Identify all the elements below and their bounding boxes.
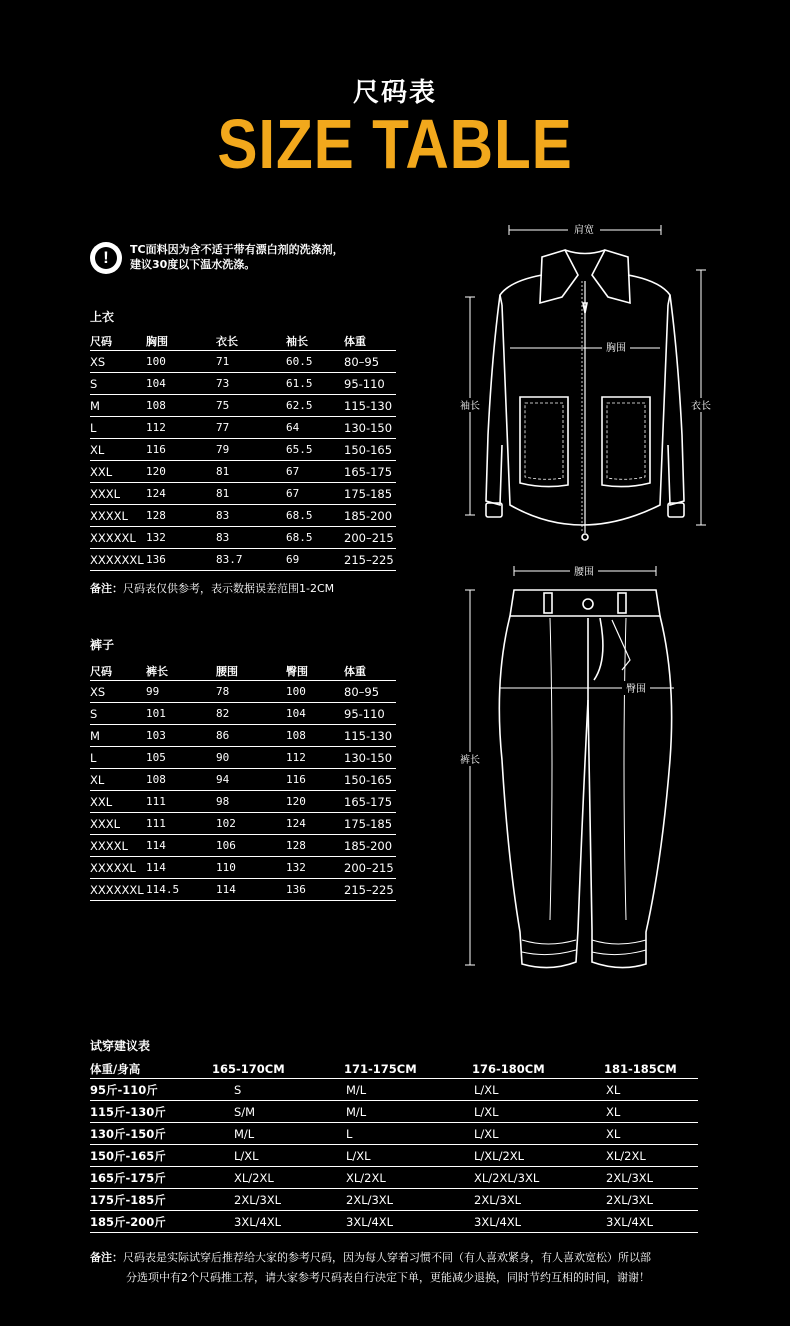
- table-cell: 81: [216, 461, 286, 483]
- table-cell: 98: [216, 791, 286, 813]
- table-cell: 64: [286, 417, 344, 439]
- table-row: [90, 351, 396, 373]
- table-cell: 80–95: [344, 351, 396, 373]
- table-cell: 115-130: [344, 725, 396, 747]
- column-header: 171-175CM: [344, 1060, 472, 1079]
- column-header: 体重/身高: [90, 1060, 212, 1079]
- length-label: 衣长: [691, 401, 711, 412]
- exclamation-icon: !: [90, 242, 122, 274]
- table-cell: 200–215: [344, 857, 396, 879]
- column-header: 腰围: [216, 662, 286, 681]
- fit-remark-label: 备注：: [90, 1251, 123, 1264]
- table-cell: 120: [146, 461, 216, 483]
- column-header: 袖长: [286, 332, 344, 351]
- table-cell: 120: [286, 791, 344, 813]
- table-cell: 83: [216, 505, 286, 527]
- table-cell: 104: [146, 373, 216, 395]
- table-cell: 2XL/3XL: [344, 1189, 472, 1211]
- table-cell: 116: [146, 439, 216, 461]
- table-cell: 150-165: [344, 439, 396, 461]
- table-cell: 3XL/4XL: [212, 1211, 344, 1233]
- table-cell: 82: [216, 703, 286, 725]
- table-cell: XXXXXL: [90, 527, 146, 549]
- table-row: [90, 835, 396, 857]
- column-header: 176-180CM: [472, 1060, 604, 1079]
- notice-line-2: 建议30度以下温水洗涤。: [130, 258, 256, 271]
- table-row: [90, 747, 396, 769]
- page-title-cn: 尺码表: [352, 78, 437, 108]
- table-cell: 165-175: [344, 791, 396, 813]
- table-cell: 116: [286, 769, 344, 791]
- table-cell: 68.5: [286, 505, 344, 527]
- top-remark: [90, 580, 334, 596]
- table-cell: 185-200: [344, 505, 396, 527]
- table-cell: 86: [216, 725, 286, 747]
- table-cell: 100: [146, 351, 216, 373]
- table-cell: 114.5: [146, 879, 216, 901]
- table-cell: 90: [216, 747, 286, 769]
- table-cell: XXXXXXL: [90, 549, 146, 571]
- table-row: [90, 461, 396, 483]
- table-cell: 106: [216, 835, 286, 857]
- table-cell: 77: [216, 417, 286, 439]
- table-header-row: [90, 332, 396, 351]
- table-cell: 105: [146, 747, 216, 769]
- table-cell: 175斤-185斤: [90, 1189, 212, 1211]
- table-cell: 62.5: [286, 395, 344, 417]
- column-header: 181-185CM: [604, 1060, 698, 1079]
- table-cell: 165-175: [344, 461, 396, 483]
- table-cell: L: [90, 747, 146, 769]
- table-row: [90, 439, 396, 461]
- table-cell: XL: [604, 1079, 698, 1101]
- table-row: [90, 1189, 698, 1211]
- table-cell: L/XL: [212, 1145, 344, 1167]
- table-cell: 80–95: [344, 681, 396, 703]
- table-cell: 112: [146, 417, 216, 439]
- table-cell: 3XL/4XL: [604, 1211, 698, 1233]
- fit-remark-line-2: 分选项中有2个尺码推工荐，请大家参考尺码表自行决定下单，更能减少退换，同时节约互相的时间，谢谢！: [126, 1271, 650, 1284]
- table-cell: 111: [146, 791, 216, 813]
- table-cell: 75: [216, 395, 286, 417]
- table-row: [90, 417, 396, 439]
- column-header: 裤长: [146, 662, 216, 681]
- table-cell: XL/2XL/3XL: [472, 1167, 604, 1189]
- table-cell: 128: [146, 505, 216, 527]
- table-row: [90, 681, 396, 703]
- table-cell: M/L: [344, 1079, 472, 1101]
- table-row: [90, 395, 396, 417]
- table-cell: 101: [146, 703, 216, 725]
- table-cell: 128: [286, 835, 344, 857]
- table-cell: 215–225: [344, 549, 396, 571]
- table-cell: 3XL/4XL: [472, 1211, 604, 1233]
- table-cell: 114: [146, 857, 216, 879]
- table-header-row: [90, 662, 396, 681]
- table-cell: 136: [286, 879, 344, 901]
- fit-remark-line-1: 尺码表是实际试穿后推荐给大家的参考尺码，因为每人穿着习惯不同（有人喜欢紧身，有人喜欢宽松）所以部: [123, 1251, 651, 1264]
- table-cell: L: [90, 417, 146, 439]
- table-cell: 73: [216, 373, 286, 395]
- table-row: [90, 373, 396, 395]
- table-cell: M: [90, 395, 146, 417]
- hip-label: 臀围: [626, 684, 646, 695]
- column-header: 衣长: [216, 332, 286, 351]
- table-row: [90, 1211, 698, 1233]
- table-cell: XL/2XL: [344, 1167, 472, 1189]
- table-cell: 100: [286, 681, 344, 703]
- table-cell: L/XL: [472, 1079, 604, 1101]
- page-title-en: SIZE TABLE: [217, 105, 573, 183]
- table-row: [90, 1101, 698, 1123]
- table-row: [90, 1123, 698, 1145]
- table-cell: 130-150: [344, 747, 396, 769]
- table-row: [90, 725, 396, 747]
- waist-label: 腰围: [574, 567, 594, 578]
- wash-notice: [90, 240, 380, 280]
- table-cell: 115斤-130斤: [90, 1101, 212, 1123]
- column-header: 尺码: [90, 332, 146, 351]
- table-row: [90, 483, 396, 505]
- table-cell: 60.5: [286, 351, 344, 373]
- table-cell: S: [90, 703, 146, 725]
- table-cell: 108: [146, 769, 216, 791]
- table-cell: XXXL: [90, 813, 146, 835]
- sleeve-label: 袖长: [460, 401, 480, 412]
- table-cell: 112: [286, 747, 344, 769]
- table-cell: XXXXXL: [90, 857, 146, 879]
- table-cell: M/L: [344, 1101, 472, 1123]
- table-cell: 110: [216, 857, 286, 879]
- pants-size-table: [90, 662, 396, 901]
- remark-text: 尺码表仅供参考，表示数据误差范围1-2CM: [123, 582, 335, 595]
- notice-text: [130, 242, 344, 272]
- column-header: 胸围: [146, 332, 216, 351]
- table-cell: XL: [90, 769, 146, 791]
- table-cell: 132: [146, 527, 216, 549]
- table-cell: 65.5: [286, 439, 344, 461]
- table-cell: 95-110: [344, 703, 396, 725]
- jacket-diagram: [450, 215, 720, 550]
- table-cell: 67: [286, 461, 344, 483]
- table-row: [90, 703, 396, 725]
- column-header: 臀围: [286, 662, 344, 681]
- table-cell: XXL: [90, 461, 146, 483]
- table-row: [90, 505, 396, 527]
- table-cell: XL/2XL: [604, 1145, 698, 1167]
- fit-remark: [90, 1248, 710, 1288]
- table-cell: M: [90, 725, 146, 747]
- table-cell: 104: [286, 703, 344, 725]
- table-cell: 2XL/3XL: [472, 1189, 604, 1211]
- table-cell: M/L: [212, 1123, 344, 1145]
- table-cell: 99: [146, 681, 216, 703]
- table-cell: 67: [286, 483, 344, 505]
- table-row: [90, 769, 396, 791]
- fit-table: [90, 1060, 698, 1233]
- table-cell: L/XL/2XL: [472, 1145, 604, 1167]
- table-cell: XL: [604, 1123, 698, 1145]
- table-row: [90, 857, 396, 879]
- table-cell: XXXL: [90, 483, 146, 505]
- table-row: [90, 813, 396, 835]
- table-cell: 102: [216, 813, 286, 835]
- table-cell: 3XL/4XL: [344, 1211, 472, 1233]
- table-cell: L: [344, 1123, 472, 1145]
- table-cell: 175-185: [344, 483, 396, 505]
- table-cell: 2XL/3XL: [212, 1189, 344, 1211]
- pants-section-label: 裤子: [90, 638, 115, 652]
- table-cell: XL: [90, 439, 146, 461]
- table-cell: 165斤-175斤: [90, 1167, 212, 1189]
- table-header-row: [90, 1060, 698, 1079]
- table-cell: 114: [146, 835, 216, 857]
- table-cell: 215–225: [344, 879, 396, 901]
- table-cell: 111: [146, 813, 216, 835]
- table-cell: 61.5: [286, 373, 344, 395]
- table-cell: 81: [216, 483, 286, 505]
- table-row: [90, 1145, 698, 1167]
- table-row: [90, 791, 396, 813]
- table-cell: 150-165: [344, 769, 396, 791]
- table-cell: 2XL/3XL: [604, 1167, 698, 1189]
- top-size-table: [90, 332, 396, 571]
- table-cell: S/M: [212, 1101, 344, 1123]
- table-cell: XS: [90, 681, 146, 703]
- table-cell: XL: [604, 1101, 698, 1123]
- table-cell: 175-185: [344, 813, 396, 835]
- table-cell: 108: [286, 725, 344, 747]
- table-cell: 78: [216, 681, 286, 703]
- table-cell: 130斤-150斤: [90, 1123, 212, 1145]
- table-cell: XXXXL: [90, 505, 146, 527]
- table-row: [90, 1079, 698, 1101]
- table-cell: L/XL: [344, 1145, 472, 1167]
- table-cell: L/XL: [472, 1101, 604, 1123]
- table-cell: S: [212, 1079, 344, 1101]
- chest-label: 胸围: [606, 343, 626, 354]
- table-cell: 114: [216, 879, 286, 901]
- table-cell: 124: [286, 813, 344, 835]
- shoulder-label: 肩宽: [574, 225, 594, 236]
- table-cell: 115-130: [344, 395, 396, 417]
- top-section-label: 上衣: [90, 310, 115, 324]
- table-cell: 79: [216, 439, 286, 461]
- notice-line-1: TC面料因为含不适于带有漂白剂的洗涤剂，: [130, 243, 344, 256]
- table-cell: 2XL/3XL: [604, 1189, 698, 1211]
- table-cell: 124: [146, 483, 216, 505]
- table-cell: XL/2XL: [212, 1167, 344, 1189]
- table-cell: 108: [146, 395, 216, 417]
- table-cell: 94: [216, 769, 286, 791]
- table-cell: XS: [90, 351, 146, 373]
- table-cell: XXXXXXL: [90, 879, 146, 901]
- table-cell: 69: [286, 549, 344, 571]
- table-cell: XXXXL: [90, 835, 146, 857]
- remark-label: 备注：: [90, 582, 123, 595]
- table-cell: S: [90, 373, 146, 395]
- fit-section-label: 试穿建议表: [90, 1039, 151, 1053]
- table-row: [90, 527, 396, 549]
- table-cell: 136: [146, 549, 216, 571]
- table-cell: 130-150: [344, 417, 396, 439]
- table-row: [90, 879, 396, 901]
- table-cell: XXL: [90, 791, 146, 813]
- table-row: [90, 549, 396, 571]
- table-cell: 132: [286, 857, 344, 879]
- table-cell: 150斤-165斤: [90, 1145, 212, 1167]
- column-header: 体重: [344, 332, 396, 351]
- column-header: 165-170CM: [212, 1060, 344, 1079]
- table-cell: 185斤-200斤: [90, 1211, 212, 1233]
- table-cell: 95-110: [344, 373, 396, 395]
- table-cell: L/XL: [472, 1123, 604, 1145]
- table-cell: 103: [146, 725, 216, 747]
- table-cell: 95斤-110斤: [90, 1079, 212, 1101]
- table-cell: 71: [216, 351, 286, 373]
- column-header: 尺码: [90, 662, 146, 681]
- pants-diagram: [450, 560, 720, 980]
- table-cell: 185-200: [344, 835, 396, 857]
- pants-length-label: 裤长: [460, 755, 480, 766]
- table-cell: 68.5: [286, 527, 344, 549]
- table-cell: 83.7: [216, 549, 286, 571]
- table-cell: 200–215: [344, 527, 396, 549]
- table-row: [90, 1167, 698, 1189]
- column-header: 体重: [344, 662, 396, 681]
- table-cell: 83: [216, 527, 286, 549]
